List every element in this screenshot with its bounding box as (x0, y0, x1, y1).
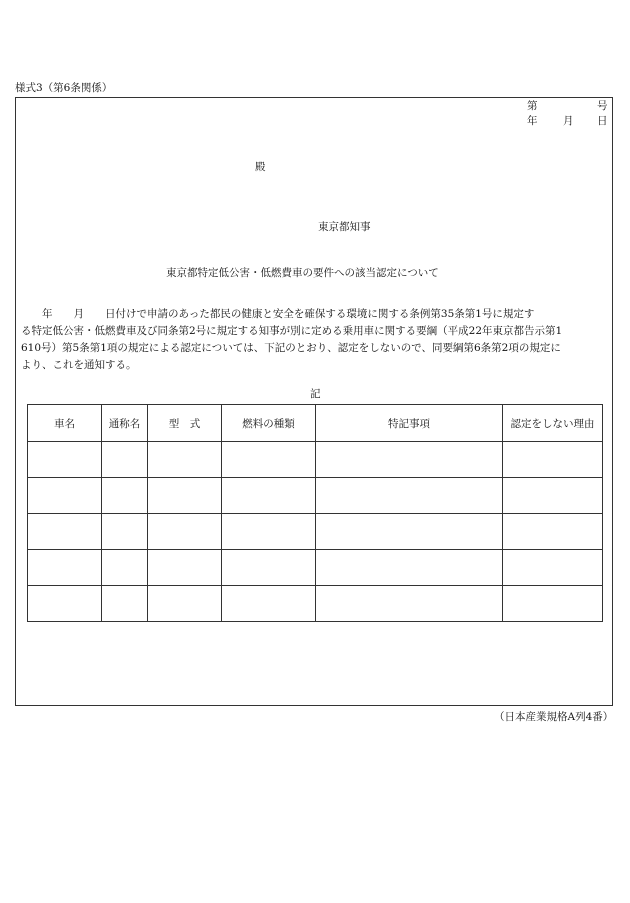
table-row (28, 586, 603, 622)
table-cell[interactable] (503, 550, 603, 586)
table-cell[interactable] (102, 550, 148, 586)
table-cell[interactable] (148, 478, 222, 514)
table-cell[interactable] (222, 514, 316, 550)
table-cell[interactable] (102, 442, 148, 478)
table-cell[interactable] (316, 478, 503, 514)
body-line: る特定低公害・低燃費車及び同条第2号に規定する知事が別に定める乗用車に関する要綱（平成22年東京都告示第1 (21, 325, 563, 337)
issuer: 東京都知事 (318, 221, 371, 233)
table-cell[interactable] (316, 550, 503, 586)
table-cell[interactable] (503, 586, 603, 622)
table-row (28, 514, 603, 550)
header-fuel-type: 燃料の種類 (222, 405, 316, 442)
document-number-prefix: 第 (527, 100, 538, 112)
table-cell[interactable] (222, 586, 316, 622)
table-cell[interactable] (148, 514, 222, 550)
body-line: より、これを通知する。 (21, 359, 137, 371)
table-cell[interactable] (28, 550, 102, 586)
table-cell[interactable] (148, 586, 222, 622)
table-header-row (28, 405, 603, 442)
table-cell[interactable] (148, 550, 222, 586)
header-model: 型 式 (148, 405, 222, 442)
ki-heading: 記 (310, 388, 321, 400)
table-cell[interactable] (222, 550, 316, 586)
table-cell[interactable] (28, 514, 102, 550)
table-row (28, 550, 603, 586)
table-cell[interactable] (316, 442, 503, 478)
body-line: 610号）第5条第1項の規定による認定については、下記のとおり、認定をしないので、同要綱第6条第2項の規定に (21, 342, 561, 354)
table-cell[interactable] (148, 442, 222, 478)
table-cell[interactable] (503, 478, 603, 514)
document-subject: 東京都特定低公害・低燃費車の要件への該当認定について (166, 267, 439, 279)
header-remarks: 特記事項 (316, 405, 503, 442)
table-cell[interactable] (102, 514, 148, 550)
date-month: 月 (563, 115, 574, 127)
table-cell[interactable] (316, 514, 503, 550)
document-number-suffix: 号 (597, 100, 608, 112)
table-cell[interactable] (102, 478, 148, 514)
date-year: 年 (527, 115, 538, 127)
table-cell[interactable] (102, 586, 148, 622)
header-denial-reason: 認定をしない理由 (503, 405, 603, 442)
body-line: 年 月 日付けで申請のあった都民の健康と安全を確保する環境に関する条例第35条第1号に規定す (21, 308, 535, 320)
form-label: 様式3（第6条関係） (15, 82, 113, 94)
table-row (28, 442, 603, 478)
table-cell[interactable] (28, 442, 102, 478)
paper-size-note: （日本産業規格A列4番） (494, 711, 614, 723)
table-row (28, 478, 603, 514)
table-cell[interactable] (222, 478, 316, 514)
table-cell[interactable] (222, 442, 316, 478)
header-vehicle-name: 車名 (28, 405, 102, 442)
vehicle-table (27, 404, 603, 622)
header-common-name: 通称名 (102, 405, 148, 442)
date-day: 日 (597, 115, 608, 127)
table-cell[interactable] (503, 514, 603, 550)
notice-body (21, 306, 607, 374)
table-cell[interactable] (28, 586, 102, 622)
table-cell[interactable] (28, 478, 102, 514)
table-cell[interactable] (503, 442, 603, 478)
table-cell[interactable] (316, 586, 503, 622)
recipient-honorific: 殿 (255, 161, 266, 173)
